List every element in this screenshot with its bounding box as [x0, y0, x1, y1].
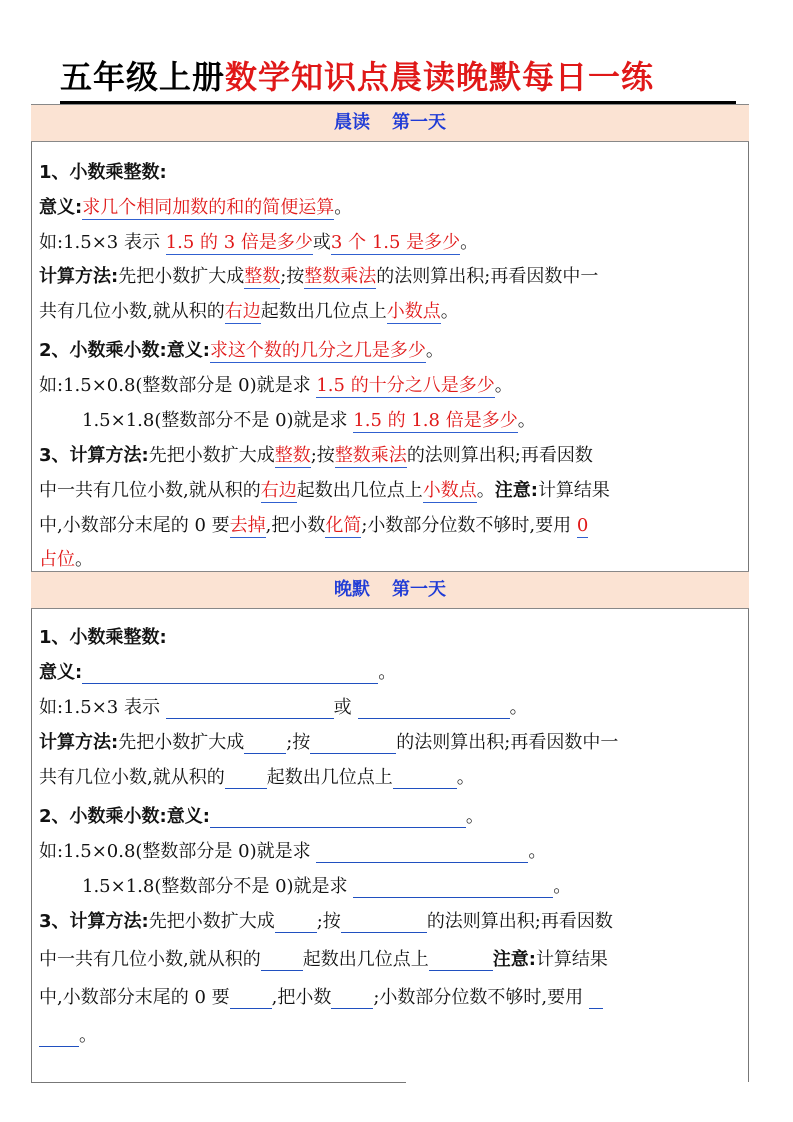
evening-header: 晚默 第一天 [31, 571, 749, 609]
e-line-2: 意义: 。 [39, 662, 397, 683]
e-line-11: 中,小数部分末尾的 0 要 ,把小数 ;小数部分位数不够时,要用 [39, 983, 603, 1009]
answer-blank[interactable] [261, 950, 303, 971]
answer-blank[interactable] [353, 877, 553, 898]
answer-blank[interactable] [39, 1026, 79, 1047]
e-line-10: 中一共有几位小数,就从积的 起数出几位点上 注意:计算结果 [39, 949, 608, 970]
m-line-9: 3、计算方法:先把小数扩大成整数;按整数乘法的法则算出积;再看因数 [39, 445, 593, 466]
answer-blank[interactable] [210, 807, 466, 828]
answer-blank[interactable] [82, 663, 378, 684]
answer-blank[interactable] [310, 733, 396, 754]
answer-blank[interactable] [225, 768, 267, 789]
m-line-12: 占位。 [39, 549, 93, 570]
page-title: 五年级上册数学知识点晨读晚默每日一练 [60, 58, 655, 96]
answer-blank[interactable] [166, 698, 334, 719]
m-line-5: 共有几位小数,就从积的右边起数出几位点上小数点。 [39, 301, 459, 322]
e-line-3: 如:1.5×3 表示 或 。 [39, 697, 528, 718]
table-bottom-line [31, 1082, 406, 1083]
answer-blank[interactable] [331, 988, 373, 1009]
e-line-1: 1、小数乘整数: [39, 627, 167, 648]
e-line-9: 3、计算方法:先把小数扩大成 ;按 的法则算出积;再看因数 [39, 911, 613, 932]
m-line-8: 1.5×1.8(整数部分不是 0)就是求 1.5 的 1.8 倍是多少。 [82, 410, 536, 431]
e-line-5: 共有几位小数,就从积的 起数出几位点上 。 [39, 767, 475, 788]
answer-blank[interactable] [341, 912, 427, 933]
morning-header: 晨读 第一天 [31, 104, 749, 142]
answer-blank[interactable] [316, 842, 528, 863]
answer-blank[interactable] [275, 912, 317, 933]
m-line-1: 1、小数乘整数: [39, 162, 167, 183]
answer-blank[interactable] [393, 768, 457, 789]
e-line-6: 2、小数乘小数:意义: 。 [39, 806, 484, 827]
e-line-8: 1.5×1.8(整数部分不是 0)就是求 。 [82, 876, 572, 897]
answer-blank[interactable] [230, 988, 272, 1009]
answer-blank[interactable] [244, 733, 286, 754]
e-line-4: 计算方法:先把小数扩大成 ;按 的法则算出积;再看因数中一 [39, 732, 619, 753]
m-line-2: 意义:求几个相同加数的和的简便运算。 [39, 197, 353, 218]
m-line-6: 2、小数乘小数:意义:求这个数的几分之几是多少。 [39, 340, 444, 361]
m-line-11: 中,小数部分末尾的 0 要去掉,把小数化简;小数部分位数不够时,要用 0 [39, 515, 589, 536]
answer-blank[interactable] [589, 988, 603, 1009]
m-line-3: 如:1.5×3 表示 1.5 的 3 倍是多少或3 个 1.5 是多少。 [39, 232, 479, 253]
answer-blank[interactable] [358, 698, 510, 719]
answer-blank[interactable] [429, 950, 493, 971]
m-line-10: 中一共有几位小数,就从积的右边起数出几位点上小数点。注意:计算结果 [39, 480, 610, 501]
e-line-12: 。 [39, 1021, 97, 1047]
m-line-4: 计算方法:先把小数扩大成整数;按整数乘法的法则算出积;再看因数中一 [39, 266, 599, 287]
m-line-7: 如:1.5×0.8(整数部分是 0)就是求 1.5 的十分之八是多少。 [39, 375, 513, 396]
e-line-7: 如:1.5×0.8(整数部分是 0)就是求 。 [39, 841, 547, 862]
